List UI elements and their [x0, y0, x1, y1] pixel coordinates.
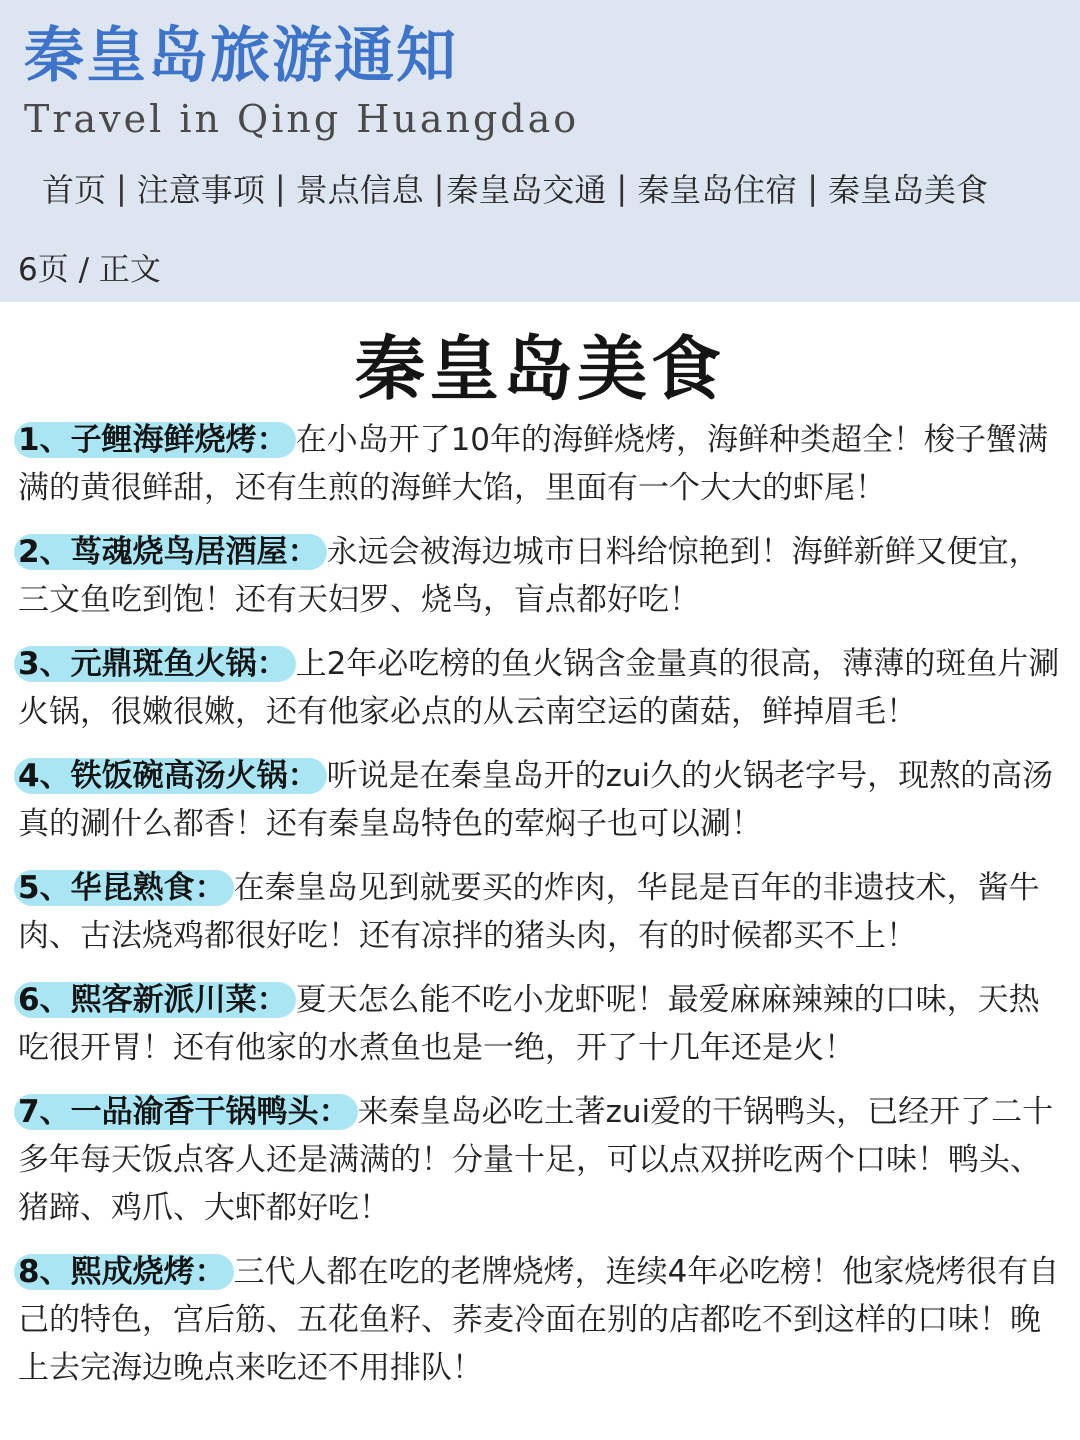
nav-transport[interactable]: 秦皇岛交通: [446, 171, 607, 209]
nav-home[interactable]: 首页: [42, 171, 107, 209]
food-list: [18, 416, 1064, 1408]
restaurant-name: 6、熙客新派川菜：: [14, 982, 296, 1018]
list-item: [18, 1248, 1064, 1392]
restaurant-name: 2、茑魂烧鸟居酒屋：: [14, 534, 327, 570]
list-item: [18, 416, 1064, 512]
nav-divider: |: [433, 169, 445, 207]
restaurant-name: 5、华昆熟食：: [14, 870, 234, 906]
site-subtitle: Travel in Qing Huangdao: [24, 97, 580, 141]
nav-food[interactable]: 秦皇岛美食: [827, 171, 988, 209]
nav-divider: |: [807, 169, 818, 207]
list-item: [18, 1088, 1064, 1232]
restaurant-name: 3、元鼎斑鱼火锅：: [14, 646, 296, 682]
restaurant-description: 夏天怎么能不吃小龙虾呢！最爱麻麻辣辣的口味，天热吃很开胃！还有他家的水煮鱼也是一绝，开了十几年还是火！: [18, 982, 1040, 1066]
list-item: [18, 864, 1064, 960]
nav-attractions[interactable]: 景点信息: [295, 171, 424, 209]
restaurant-description: 在小岛开了10年的海鲜烧烤，海鲜种类超全！梭子蟹满满的黄很鲜甜，还有生煎的海鲜大馅，里面有一个大大的虾尾！: [18, 422, 1049, 506]
nav-lodging[interactable]: 秦皇岛住宿: [637, 171, 798, 209]
nav-divider: |: [274, 169, 286, 207]
restaurant-description: 上2年必吃榜的鱼火锅含金量真的很高，薄薄的斑鱼片涮火锅，很嫩很嫩，还有他家必点的从云南空运的菌菇，鲜掉眉毛！: [18, 646, 1060, 730]
restaurant-name: 8、熙成烧烤：: [14, 1254, 234, 1290]
breadcrumb: 6页 / 正文: [18, 252, 161, 288]
restaurant-description: 听说是在秦皇岛开的zui久的火锅老字号，现熬的高汤真的涮什么都香！还有秦皇岛特色的荤焖子也可以涮！: [18, 758, 1054, 842]
restaurant-description: 来秦皇岛必吃土著zui爱的干锅鸭头，已经开了二十多年每天饭点客人还是满满的！分量十足，可以点双拼吃两个口味！鸭头、猪蹄、鸡爪、大虾都好吃！: [18, 1094, 1054, 1226]
list-item: [18, 640, 1064, 736]
nav-divider: |: [116, 169, 127, 207]
list-item: [18, 752, 1064, 848]
site-title: 秦皇岛旅游通知: [24, 21, 458, 91]
restaurant-description: 三代人都在吃的老牌烧烤，连续4年必吃榜！他家烧烤很有自己的特色，宫后筋、五花鱼籽、荞麦冷面在别的店都吃不到这样的口味！晚上去完海边晚点来吃还不用排队！: [18, 1254, 1060, 1386]
site-header: [0, 0, 1080, 302]
nav-bar: [42, 166, 988, 210]
restaurant-name: 4、铁饭碗高汤火锅：: [14, 758, 327, 794]
restaurant-description: 在秦皇岛见到就要买的炸肉，华昆是百年的非遗技术，酱牛肉、古法烧鸡都很好吃！还有凉拌的猪头肉，有的时候都买不上！: [18, 870, 1040, 954]
list-item: [18, 528, 1064, 624]
nav-divider: |: [616, 169, 628, 207]
restaurant-name: 1、子鲤海鲜烧烤：: [14, 422, 296, 458]
page-title: 秦皇岛美食: [355, 327, 725, 410]
nav-notes[interactable]: 注意事项: [136, 171, 265, 209]
list-item: [18, 976, 1064, 1072]
restaurant-name: 7、一品渝香干锅鸭头：: [14, 1094, 358, 1130]
restaurant-description: 永远会被海边城市日料给惊艳到！海鲜新鲜又便宜，三文鱼吃到饱！还有天妇罗、烧鸟，盲点都好吃！: [18, 534, 1040, 618]
